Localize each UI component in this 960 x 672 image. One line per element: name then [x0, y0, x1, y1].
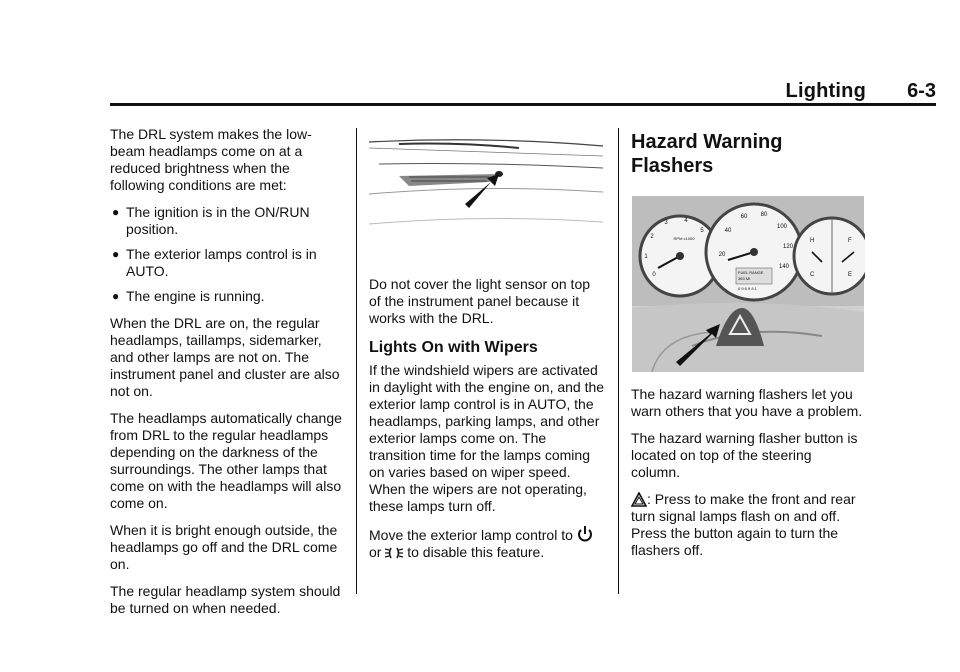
- paragraph: The hazard warning flashers let you warn others that you have a problem.: [631, 386, 863, 419]
- svg-text:E: E: [848, 272, 853, 278]
- figure-caption: Do not cover the light sensor on top of the instrument panel because it works with the DRL.: [369, 276, 591, 326]
- hazard-button-figure: [631, 196, 865, 372]
- svg-text:1: 1: [644, 254, 648, 260]
- disable-instruction: Move the exterior lamp control to or to disable this feature.: [369, 525, 605, 561]
- column-drl: [110, 126, 342, 627]
- svg-text:RPM x1000: RPM x1000: [673, 236, 695, 241]
- svg-text:80: 80: [760, 212, 768, 218]
- svg-text:120: 120: [782, 244, 794, 250]
- bullet-icon: ●: [112, 247, 120, 261]
- parking-lamps-icon: [385, 546, 403, 560]
- svg-text:0 9 6 9 8 1: 0 9 6 9 8 1: [738, 286, 757, 291]
- heading-hazard-warning-flashers: Hazard Warning Flashers: [631, 131, 783, 177]
- paragraph: The headlamps automatically change from DRL to the regular headlamps depending on the darkness of the surroundings. The other lamps that come on with the headlamps will also come on.: [110, 410, 342, 511]
- subheading-lights-on-with-wipers: Lights On with Wipers: [369, 339, 538, 356]
- column-divider: [356, 128, 357, 594]
- svg-text:140: 140: [778, 264, 790, 270]
- drl-intro: The DRL system makes the low-beam headlamps come on at a reduced brightness when the following conditions are met:: [110, 126, 312, 193]
- svg-text:F: F: [848, 238, 852, 244]
- column-light-sensor: [369, 134, 605, 571]
- hazard-triangle-icon: [631, 492, 647, 507]
- list-item: ● The engine is running.: [112, 288, 265, 304]
- bullet-icon: ●: [112, 205, 120, 219]
- paragraph: When it is bright enough outside, the headlamps go off and the DRL come on.: [110, 522, 338, 572]
- header-rule: [110, 103, 936, 106]
- hazard-instruction: : Press to make the front and rear turn signal lamps flash on and off. Press the button again to turn the flashers off.: [631, 491, 856, 558]
- svg-text:5: 5: [700, 228, 704, 234]
- column-divider: [618, 128, 619, 594]
- svg-text:C: C: [810, 272, 815, 278]
- paragraph: If the windshield wipers are activated in daylight with the engine on, and the exterior lamp control is in AUTO, the headlamps, parking lamps, and other exterior lamps come on. The transition time for the lamps coming on varies based on wiper speed. When the wipers are not operating, these lamps turn off.: [369, 362, 605, 514]
- paragraph: When the DRL are on, the regular headlamps, taillamps, sidemarker, and other lamps are not on. The instrument panel and cluster are also not on.: [110, 315, 340, 399]
- svg-text:60: 60: [740, 214, 748, 220]
- power-off-icon: [577, 525, 593, 543]
- light-sensor-figure: [369, 134, 603, 262]
- svg-text:40: 40: [724, 228, 732, 234]
- column-hazard: [631, 126, 863, 569]
- drl-conditions-list: [110, 204, 342, 305]
- page-header: [0, 0, 960, 110]
- page-number: 6-3: [907, 80, 936, 102]
- svg-text:2: 2: [650, 234, 654, 240]
- list-item: ● The ignition is in the ON/RUN position.: [112, 204, 310, 237]
- svg-text:H: H: [810, 238, 815, 244]
- svg-text:4: 4: [684, 218, 688, 224]
- section-title: Lighting: [785, 80, 866, 102]
- svg-text:0: 0: [652, 272, 656, 278]
- bullet-icon: ●: [112, 289, 120, 303]
- list-item: ● The exterior lamps control is in AUTO.: [112, 246, 317, 279]
- paragraph: The hazard warning flasher button is located on top of the steering column.: [631, 430, 858, 480]
- svg-text:3: 3: [664, 220, 668, 226]
- svg-text:363 MI: 363 MI: [738, 276, 751, 281]
- svg-text:FUEL RANGE: FUEL RANGE: [738, 270, 764, 275]
- svg-text:100: 100: [776, 224, 788, 230]
- svg-text:20: 20: [718, 252, 726, 258]
- paragraph: The regular headlamp system should be turned on when needed.: [110, 583, 341, 616]
